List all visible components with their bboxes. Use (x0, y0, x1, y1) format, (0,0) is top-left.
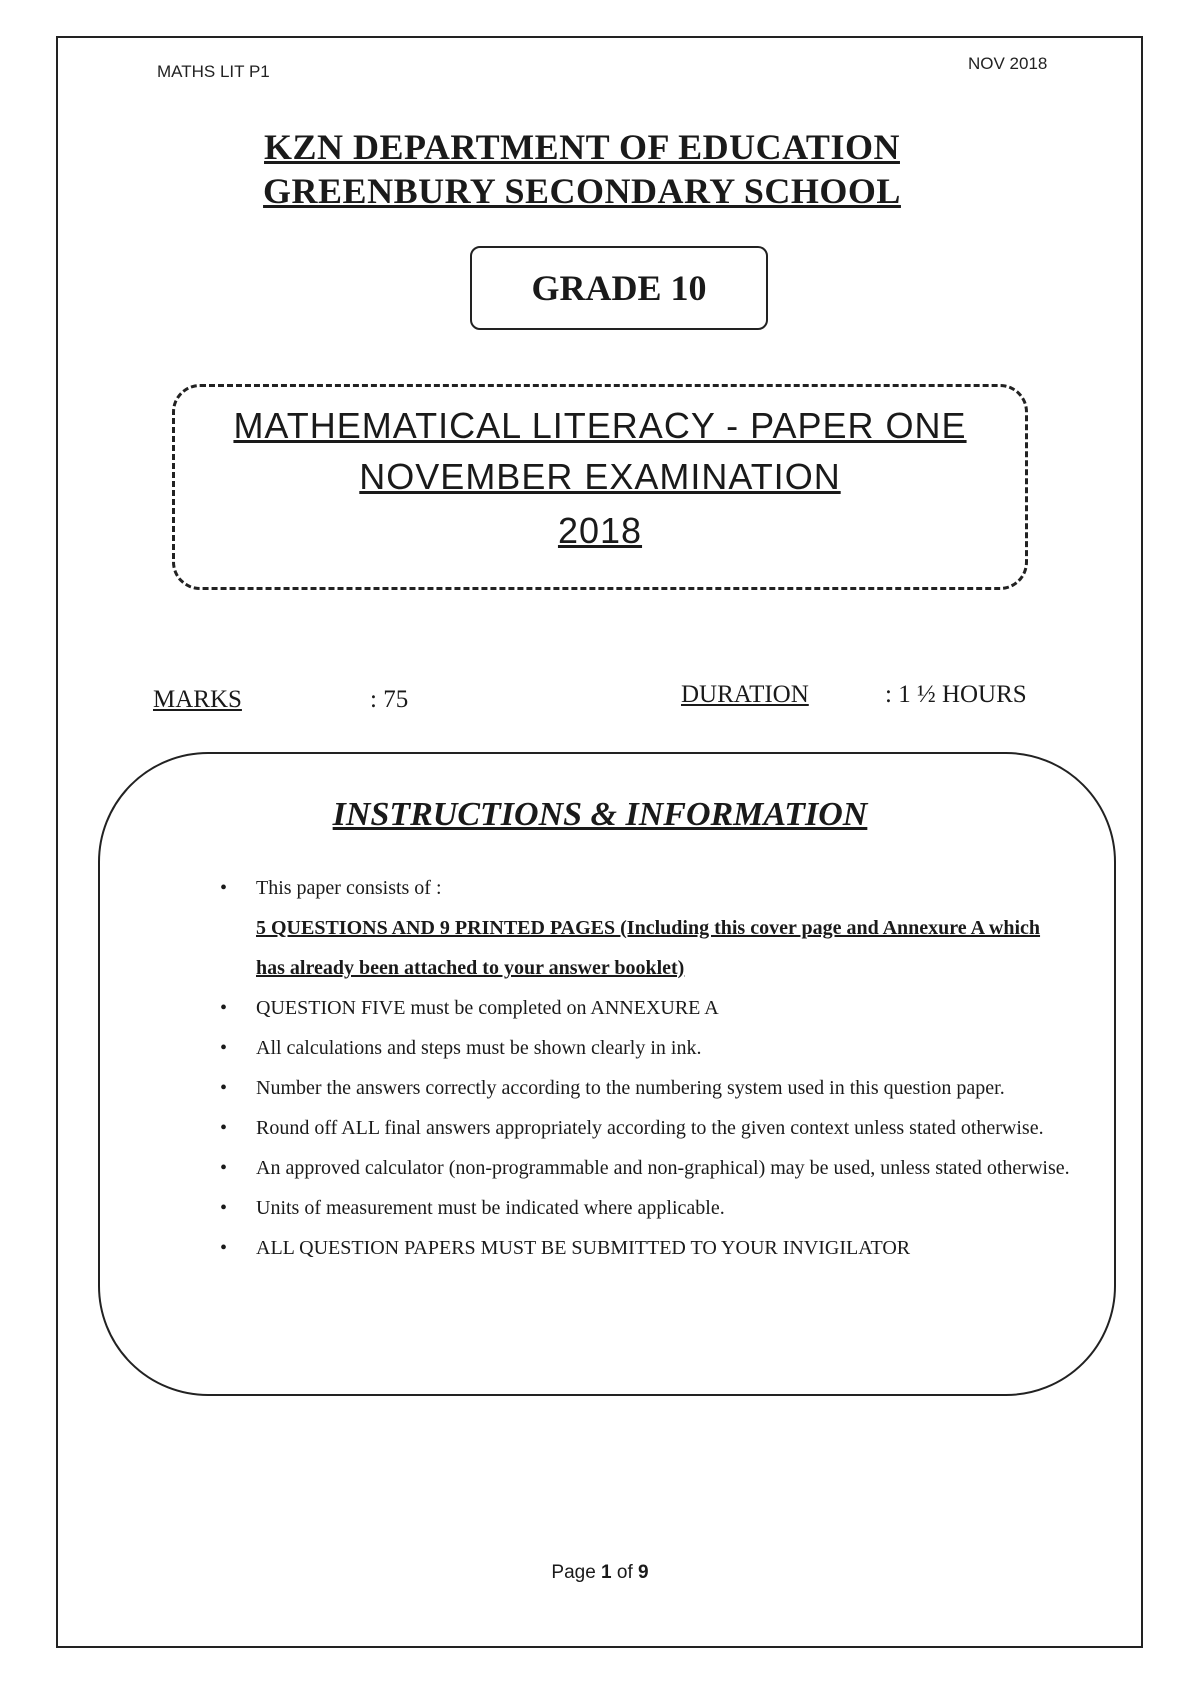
page-total: 9 (638, 1562, 649, 1583)
duration-label: DURATION (681, 681, 809, 708)
page-middle: of (611, 1562, 639, 1583)
grade-label: GRADE 10 (531, 268, 707, 308)
list-item: • All calculations and steps must be shown clearly in ink. (220, 1028, 1070, 1068)
subject-title: MATHEMATICAL LITERACY - PAPER ONE (233, 405, 967, 446)
grade-box (470, 246, 768, 330)
marks-value: : 75 (370, 686, 409, 713)
marks-label: MARKS (153, 686, 242, 713)
list-item: • QUESTION FIVE must be completed on ANNEXURE A (220, 988, 1070, 1028)
institution-school: GREENBURY SECONDARY SCHOOL (263, 171, 901, 211)
instructions-title: INSTRUCTIONS & INFORMATION (332, 796, 868, 833)
page-number (0, 1562, 1200, 1584)
exam-year: 2018 (557, 510, 643, 551)
instruction-intro: This paper consists of : (256, 877, 442, 899)
exam-session: NOVEMBER EXAMINATION (359, 456, 841, 497)
list-item: • Units of measurement must be indicated where applicable. (220, 1188, 1070, 1228)
header-subject-code: MATHS LIT P1 (157, 62, 270, 81)
list-item: • An approved calculator (non-programmable and non-graphical) may be used, unless stated otherwise. (220, 1148, 1070, 1188)
page-current: 1 (601, 1562, 612, 1583)
list-item (220, 868, 1070, 988)
institution-department: KZN DEPARTMENT OF EDUCATION (264, 127, 900, 167)
header-date: NOV 2018 (968, 54, 1048, 73)
list-item: • Round off ALL final answers appropriately according to the given context unless stated otherwise. (220, 1108, 1070, 1148)
instruction-intro-detail: 5 QUESTIONS AND 9 PRINTED PAGES (Including this cover page and Annexure A which has already been attached to your answer booklet) (256, 917, 1041, 979)
page-prefix: Page (551, 1562, 602, 1583)
list-item: • ALL QUESTION PAPERS MUST BE SUBMITTED TO YOUR INVIGILATOR (220, 1228, 1070, 1268)
instructions-list (220, 868, 1070, 1268)
list-item: • Number the answers correctly according to the numbering system used in this question paper. (220, 1068, 1070, 1108)
duration-value: : 1 ½ HOURS (885, 681, 1027, 708)
